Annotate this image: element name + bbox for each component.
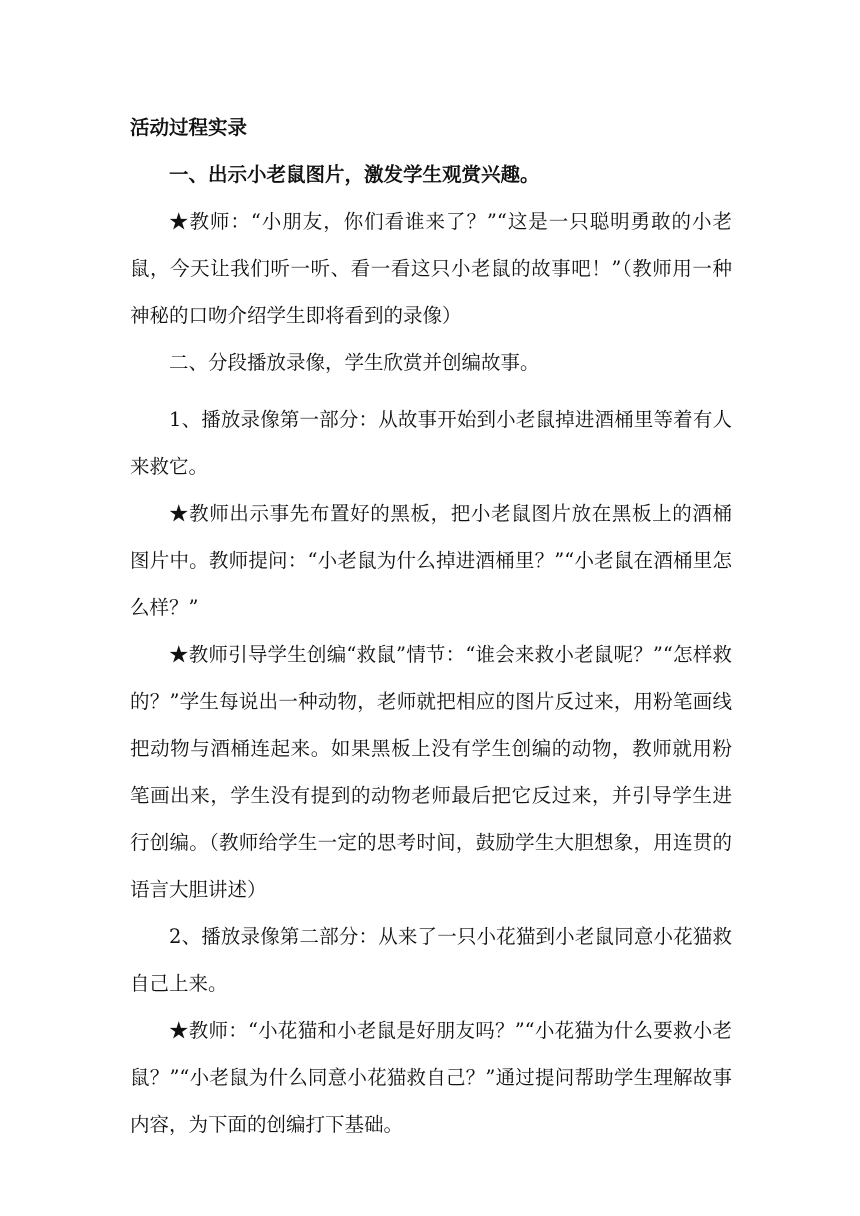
paragraph-blackboard-setup: ★教师出示事先布置好的黑板，把小老鼠图片放在黑板上的酒桶图片中。教师提问：“小老鼠为什么掉进酒桶里？”“小老鼠在酒桶里怎么样？” bbox=[130, 502, 732, 619]
paragraph-rescue-creation: ★教师引导学生创编“救鼠”情节：“谁会来救小老鼠呢？”“怎样救的？”学生每说出一种动物，老师就把相应的图片反过来，用粉笔画线把动物与酒桶连起来。如果黑板上没有学生创编的动物，教师就用粉笔画出来，学生没有提到的动物老师最后把它反过来，并引导学生进行创编。（教师给学生一定的思考时间，鼓励学生大胆想象，用连贯的语言大胆讲述） bbox=[130, 643, 732, 901]
paragraph-video-part-1: 1、播放录像第一部分：从故事开始到小老鼠掉进酒桶里等着有人来救它。 bbox=[130, 408, 732, 478]
section-heading-1: 一、出示小老鼠图片，激发学生观赏兴趣。 bbox=[169, 163, 540, 186]
document-title: 活动过程实录 bbox=[130, 116, 248, 139]
section-heading-2: 二、分段播放录像，学生欣赏并创编故事。 bbox=[169, 351, 540, 374]
paragraph-teacher-intro: ★教师：“小朋友，你们看谁来了？”“这是一只聪明勇敢的小老鼠，今天让我们听一听、看一看这只小老鼠的故事吧！”（教师用一种神秘的口吻介绍学生即将看到的录像） bbox=[130, 210, 732, 327]
paragraph-cat-questions: ★教师：“小花猫和小老鼠是好朋友吗？”“小花猫为什么要救小老鼠？”“小老鼠为什么同意小花猫救自己？”通过提问帮助学生理解故事内容，为下面的创编打下基础。 bbox=[130, 1019, 732, 1136]
document-body bbox=[130, 104, 732, 1148]
paragraph-video-part-2: 2、播放录像第二部分：从来了一只小花猫到小老鼠同意小花猫救自己上来。 bbox=[130, 925, 732, 995]
